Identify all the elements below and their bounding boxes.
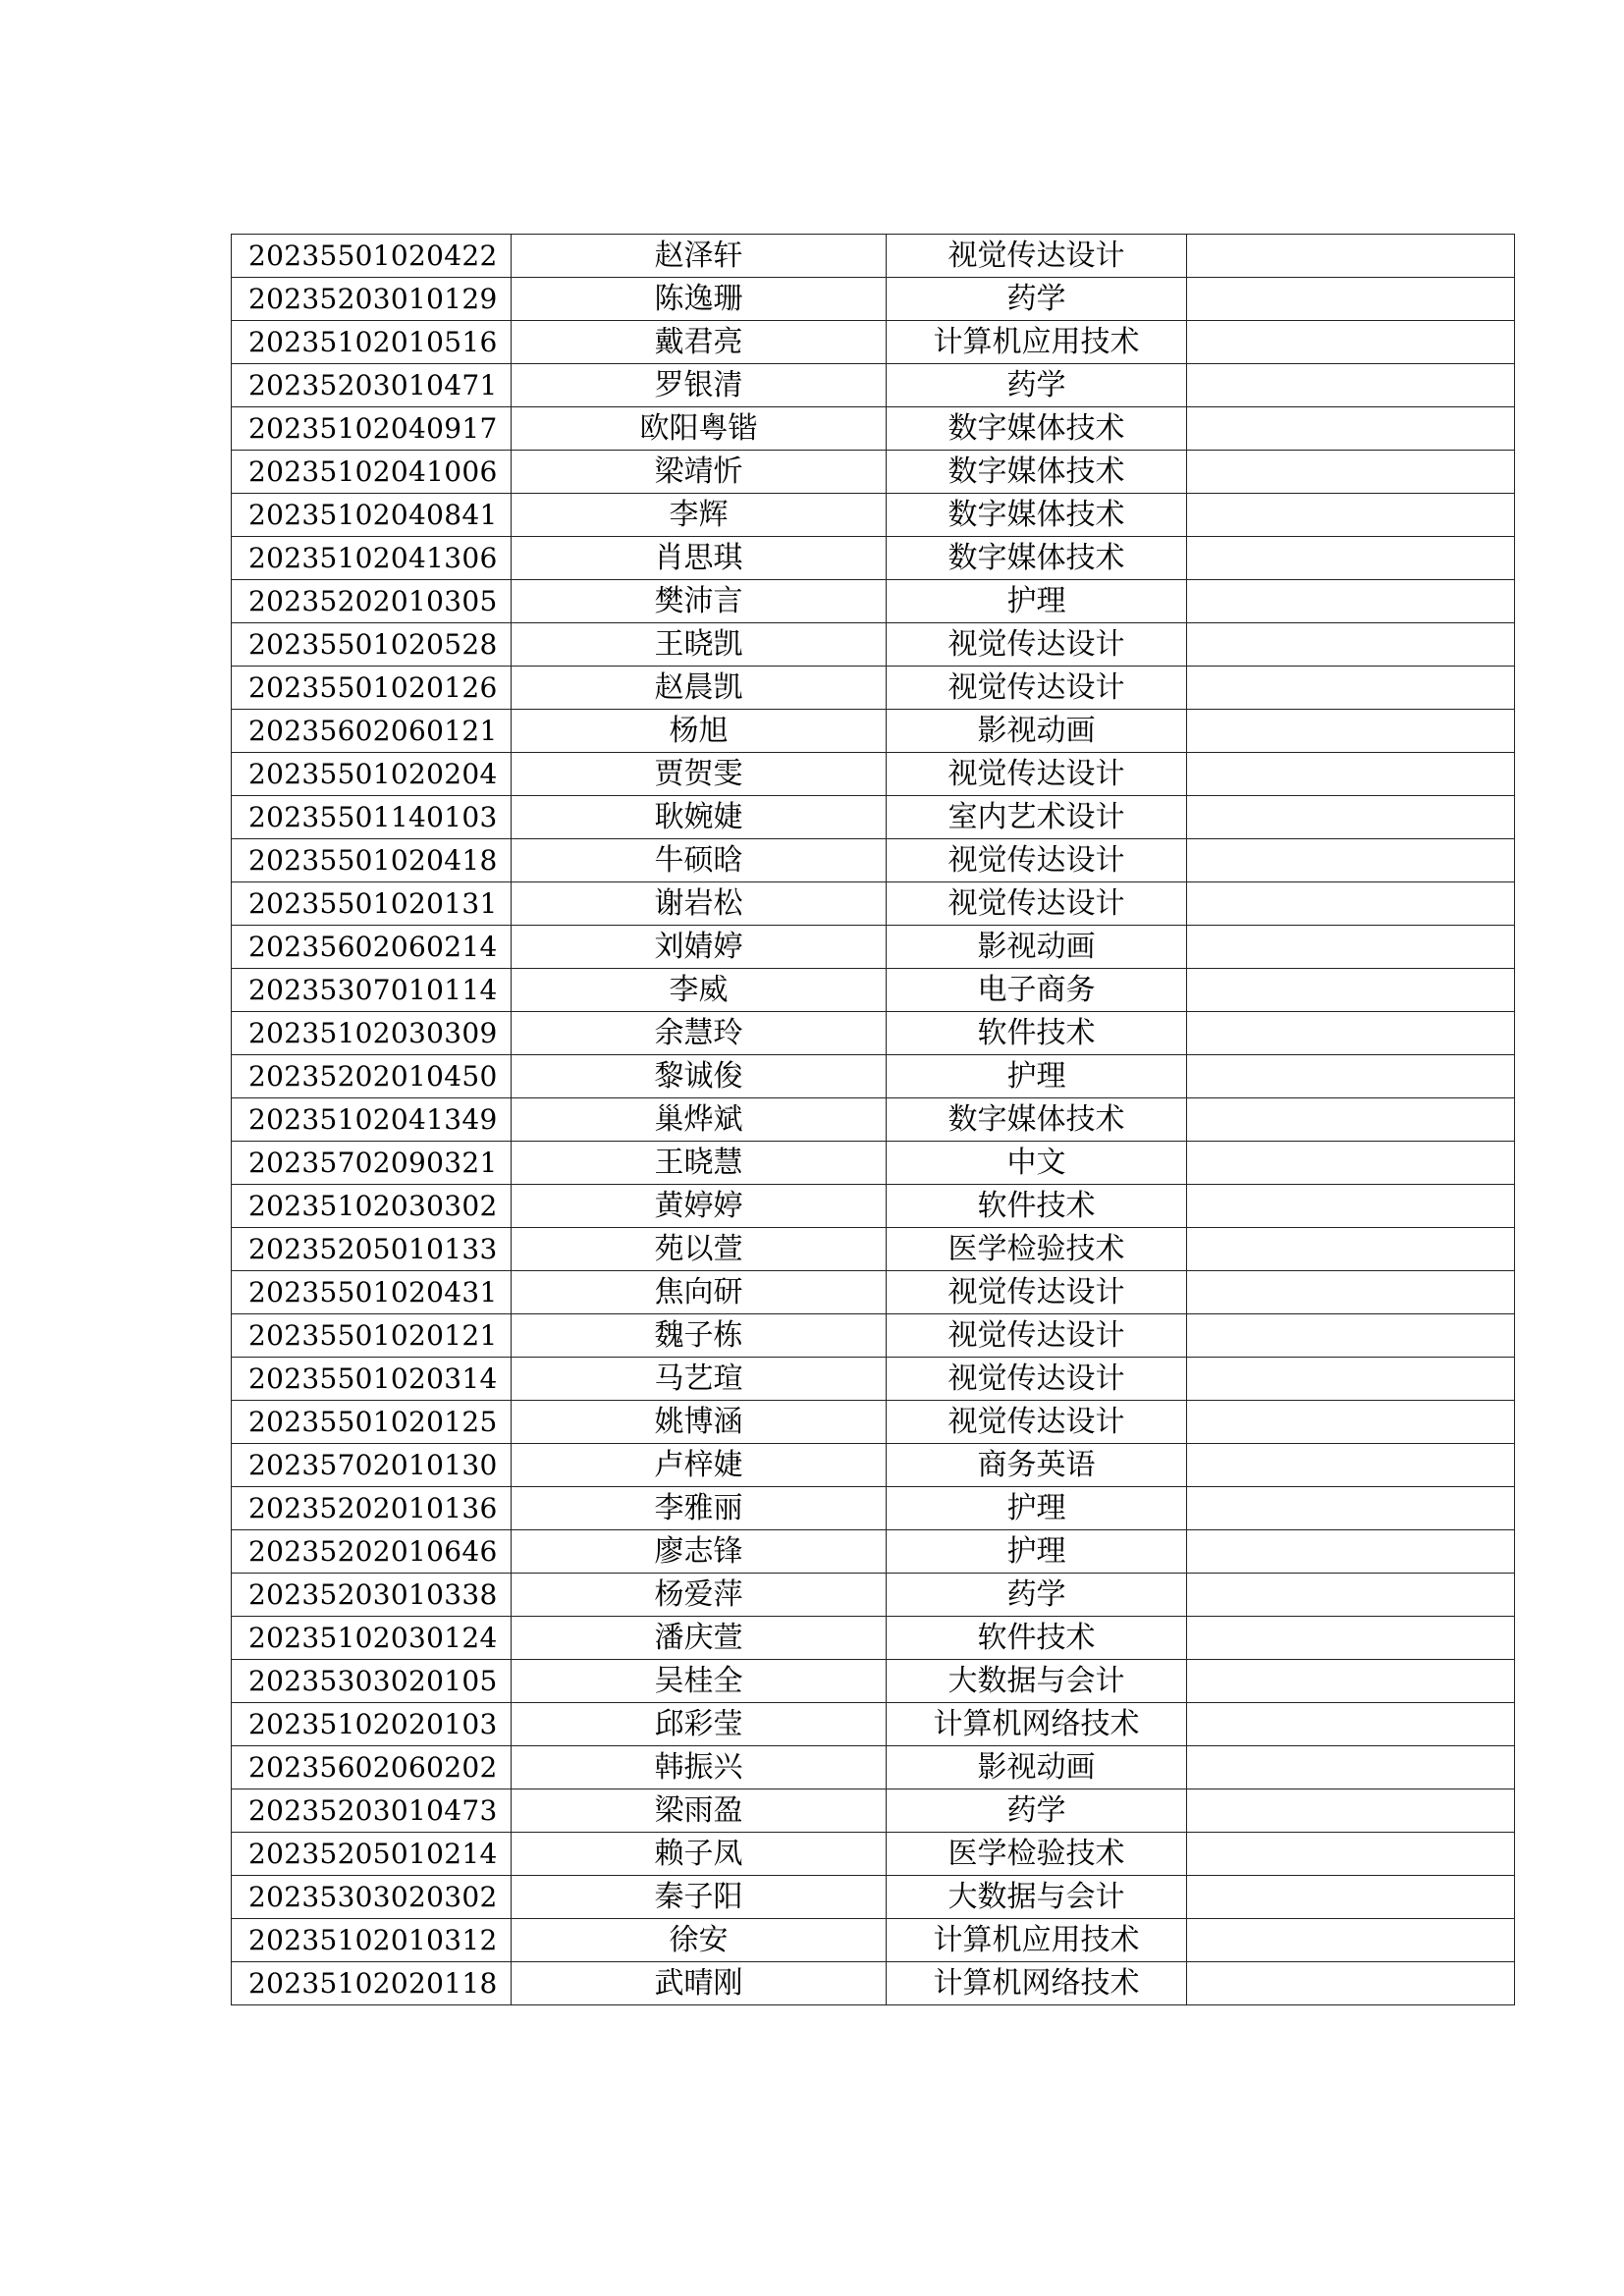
table-row xyxy=(232,1487,1515,1530)
note-cell xyxy=(1187,926,1515,969)
student-id-cell: 20235102030309 xyxy=(232,1012,512,1055)
major-cell: 药学 xyxy=(887,364,1187,407)
major-cell: 数字媒体技术 xyxy=(887,1098,1187,1142)
note-cell xyxy=(1187,839,1515,882)
note-cell xyxy=(1187,1271,1515,1314)
note-cell xyxy=(1187,796,1515,839)
major-cell: 电子商务 xyxy=(887,969,1187,1012)
note-cell xyxy=(1187,1876,1515,1919)
table-row xyxy=(232,537,1515,580)
major-cell: 视觉传达设计 xyxy=(887,1358,1187,1401)
student-name-cell: 梁靖忻 xyxy=(512,451,887,494)
note-cell xyxy=(1187,1574,1515,1617)
major-cell: 商务英语 xyxy=(887,1444,1187,1487)
major-cell: 护理 xyxy=(887,1487,1187,1530)
major-cell: 软件技术 xyxy=(887,1012,1187,1055)
student-name-cell: 武晴刚 xyxy=(512,1962,887,2005)
student-name-cell: 戴君亮 xyxy=(512,321,887,364)
student-id-cell: 20235202010136 xyxy=(232,1487,512,1530)
student-name-cell: 王晓凯 xyxy=(512,623,887,667)
student-id-cell: 20235501020126 xyxy=(232,667,512,710)
student-id-cell: 20235203010129 xyxy=(232,278,512,321)
student-id-cell: 20235102040917 xyxy=(232,407,512,451)
table-row xyxy=(232,451,1515,494)
student-name-cell: 焦向研 xyxy=(512,1271,887,1314)
table-row xyxy=(232,1919,1515,1962)
table-row xyxy=(232,1617,1515,1660)
note-cell xyxy=(1187,1185,1515,1228)
student-name-cell: 贾贺雯 xyxy=(512,753,887,796)
note-cell xyxy=(1187,580,1515,623)
note-cell xyxy=(1187,1142,1515,1185)
student-id-cell: 20235102041306 xyxy=(232,537,512,580)
table-row xyxy=(232,580,1515,623)
major-cell: 影视动画 xyxy=(887,710,1187,753)
major-cell: 计算机网络技术 xyxy=(887,1703,1187,1746)
table-row xyxy=(232,1314,1515,1358)
student-id-cell: 20235102041349 xyxy=(232,1098,512,1142)
table-row xyxy=(232,1833,1515,1876)
note-cell xyxy=(1187,1660,1515,1703)
note-cell xyxy=(1187,1444,1515,1487)
table-row xyxy=(232,623,1515,667)
table-row xyxy=(232,1142,1515,1185)
note-cell xyxy=(1187,1746,1515,1789)
student-name-cell: 巢烨斌 xyxy=(512,1098,887,1142)
table-row xyxy=(232,1444,1515,1487)
student-name-cell: 肖思琪 xyxy=(512,537,887,580)
student-id-cell: 20235307010114 xyxy=(232,969,512,1012)
table-row xyxy=(232,1358,1515,1401)
note-cell xyxy=(1187,1055,1515,1098)
student-id-cell: 20235102010312 xyxy=(232,1919,512,1962)
major-cell: 计算机应用技术 xyxy=(887,1919,1187,1962)
major-cell: 数字媒体技术 xyxy=(887,407,1187,451)
note-cell xyxy=(1187,710,1515,753)
major-cell: 室内艺术设计 xyxy=(887,796,1187,839)
student-name-cell: 赖子凤 xyxy=(512,1833,887,1876)
note-cell xyxy=(1187,1314,1515,1358)
major-cell: 数字媒体技术 xyxy=(887,537,1187,580)
table-row xyxy=(232,1746,1515,1789)
student-id-cell: 20235602060214 xyxy=(232,926,512,969)
major-cell: 计算机应用技术 xyxy=(887,321,1187,364)
student-id-cell: 20235202010450 xyxy=(232,1055,512,1098)
student-name-cell: 陈逸珊 xyxy=(512,278,887,321)
note-cell xyxy=(1187,451,1515,494)
student-name-cell: 刘婧婷 xyxy=(512,926,887,969)
major-cell: 视觉传达设计 xyxy=(887,623,1187,667)
major-cell: 视觉传达设计 xyxy=(887,1314,1187,1358)
student-name-cell: 王晓慧 xyxy=(512,1142,887,1185)
major-cell: 视觉传达设计 xyxy=(887,839,1187,882)
major-cell: 数字媒体技术 xyxy=(887,494,1187,537)
note-cell xyxy=(1187,623,1515,667)
student-list-table xyxy=(231,234,1515,2005)
table-body xyxy=(232,235,1515,2005)
table-row xyxy=(232,235,1515,278)
major-cell: 数字媒体技术 xyxy=(887,451,1187,494)
student-id-cell: 20235501020528 xyxy=(232,623,512,667)
student-id-cell: 20235205010133 xyxy=(232,1228,512,1271)
table-row xyxy=(232,882,1515,926)
student-id-cell: 20235203010473 xyxy=(232,1789,512,1833)
major-cell: 中文 xyxy=(887,1142,1187,1185)
major-cell: 医学检验技术 xyxy=(887,1228,1187,1271)
major-cell: 大数据与会计 xyxy=(887,1660,1187,1703)
table-row xyxy=(232,1703,1515,1746)
student-name-cell: 潘庆萱 xyxy=(512,1617,887,1660)
student-name-cell: 欧阳粤锴 xyxy=(512,407,887,451)
table-row xyxy=(232,321,1515,364)
student-name-cell: 杨旭 xyxy=(512,710,887,753)
major-cell: 视觉传达设计 xyxy=(887,1271,1187,1314)
note-cell xyxy=(1187,278,1515,321)
note-cell xyxy=(1187,364,1515,407)
table-row xyxy=(232,753,1515,796)
note-cell xyxy=(1187,494,1515,537)
student-name-cell: 苑以萱 xyxy=(512,1228,887,1271)
student-id-cell: 20235501020131 xyxy=(232,882,512,926)
student-id-cell: 20235102010516 xyxy=(232,321,512,364)
student-name-cell: 秦子阳 xyxy=(512,1876,887,1919)
major-cell: 视觉传达设计 xyxy=(887,667,1187,710)
student-name-cell: 杨爱萍 xyxy=(512,1574,887,1617)
major-cell: 视觉传达设计 xyxy=(887,753,1187,796)
table-row xyxy=(232,1660,1515,1703)
table-row xyxy=(232,1185,1515,1228)
note-cell xyxy=(1187,1789,1515,1833)
major-cell: 视觉传达设计 xyxy=(887,235,1187,278)
student-id-cell: 20235205010214 xyxy=(232,1833,512,1876)
major-cell: 护理 xyxy=(887,580,1187,623)
table-row xyxy=(232,1098,1515,1142)
student-id-cell: 20235102020103 xyxy=(232,1703,512,1746)
note-cell xyxy=(1187,1228,1515,1271)
major-cell: 影视动画 xyxy=(887,1746,1187,1789)
table-row xyxy=(232,1055,1515,1098)
note-cell xyxy=(1187,1703,1515,1746)
student-id-cell: 20235303020105 xyxy=(232,1660,512,1703)
major-cell: 软件技术 xyxy=(887,1185,1187,1228)
note-cell xyxy=(1187,1919,1515,1962)
note-cell xyxy=(1187,1358,1515,1401)
table-row xyxy=(232,969,1515,1012)
table-row xyxy=(232,1401,1515,1444)
student-name-cell: 邱彩莹 xyxy=(512,1703,887,1746)
student-id-cell: 20235702010130 xyxy=(232,1444,512,1487)
major-cell: 软件技术 xyxy=(887,1617,1187,1660)
student-id-cell: 20235102040841 xyxy=(232,494,512,537)
student-id-cell: 20235501140103 xyxy=(232,796,512,839)
student-id-cell: 20235501020204 xyxy=(232,753,512,796)
student-name-cell: 赵晨凯 xyxy=(512,667,887,710)
table-row xyxy=(232,1876,1515,1919)
student-id-cell: 20235203010338 xyxy=(232,1574,512,1617)
student-name-cell: 徐安 xyxy=(512,1919,887,1962)
student-name-cell: 罗银清 xyxy=(512,364,887,407)
note-cell xyxy=(1187,1962,1515,2005)
student-id-cell: 20235501020431 xyxy=(232,1271,512,1314)
table-row xyxy=(232,407,1515,451)
student-name-cell: 赵泽轩 xyxy=(512,235,887,278)
note-cell xyxy=(1187,1401,1515,1444)
student-id-cell: 20235102020118 xyxy=(232,1962,512,2005)
table-row xyxy=(232,796,1515,839)
student-id-cell: 20235202010646 xyxy=(232,1530,512,1574)
major-cell: 影视动画 xyxy=(887,926,1187,969)
note-cell xyxy=(1187,1530,1515,1574)
note-cell xyxy=(1187,1617,1515,1660)
major-cell: 护理 xyxy=(887,1055,1187,1098)
major-cell: 药学 xyxy=(887,1789,1187,1833)
student-name-cell: 黎诚俊 xyxy=(512,1055,887,1098)
table-row xyxy=(232,278,1515,321)
student-id-cell: 20235602060121 xyxy=(232,710,512,753)
student-id-cell: 20235501020418 xyxy=(232,839,512,882)
student-id-cell: 20235102030302 xyxy=(232,1185,512,1228)
major-cell: 计算机网络技术 xyxy=(887,1962,1187,2005)
student-id-cell: 20235501020121 xyxy=(232,1314,512,1358)
student-name-cell: 樊沛言 xyxy=(512,580,887,623)
student-id-cell: 20235702090321 xyxy=(232,1142,512,1185)
student-name-cell: 牛硕晗 xyxy=(512,839,887,882)
major-cell: 医学检验技术 xyxy=(887,1833,1187,1876)
student-name-cell: 谢岩松 xyxy=(512,882,887,926)
note-cell xyxy=(1187,753,1515,796)
note-cell xyxy=(1187,1487,1515,1530)
table-row xyxy=(232,1271,1515,1314)
student-id-cell: 20235203010471 xyxy=(232,364,512,407)
note-cell xyxy=(1187,969,1515,1012)
note-cell xyxy=(1187,667,1515,710)
table-row xyxy=(232,364,1515,407)
student-name-cell: 马艺瑄 xyxy=(512,1358,887,1401)
major-cell: 药学 xyxy=(887,1574,1187,1617)
student-name-cell: 耿婉婕 xyxy=(512,796,887,839)
table-row xyxy=(232,1789,1515,1833)
student-id-cell: 20235303020302 xyxy=(232,1876,512,1919)
major-cell: 药学 xyxy=(887,278,1187,321)
student-name-cell: 余慧玲 xyxy=(512,1012,887,1055)
student-id-cell: 20235602060202 xyxy=(232,1746,512,1789)
student-id-cell: 20235202010305 xyxy=(232,580,512,623)
major-cell: 视觉传达设计 xyxy=(887,1401,1187,1444)
note-cell xyxy=(1187,1098,1515,1142)
student-id-cell: 20235501020422 xyxy=(232,235,512,278)
note-cell xyxy=(1187,882,1515,926)
table-row xyxy=(232,494,1515,537)
major-cell: 大数据与会计 xyxy=(887,1876,1187,1919)
student-name-cell: 魏子栋 xyxy=(512,1314,887,1358)
note-cell xyxy=(1187,321,1515,364)
note-cell xyxy=(1187,407,1515,451)
student-id-cell: 20235501020314 xyxy=(232,1358,512,1401)
major-cell: 视觉传达设计 xyxy=(887,882,1187,926)
student-name-cell: 李辉 xyxy=(512,494,887,537)
note-cell xyxy=(1187,1833,1515,1876)
student-name-cell: 姚博涵 xyxy=(512,1401,887,1444)
table-row xyxy=(232,1962,1515,2005)
student-id-cell: 20235102041006 xyxy=(232,451,512,494)
student-name-cell: 黄婷婷 xyxy=(512,1185,887,1228)
table-row xyxy=(232,667,1515,710)
student-name-cell: 梁雨盈 xyxy=(512,1789,887,1833)
student-name-cell: 韩振兴 xyxy=(512,1746,887,1789)
table-row xyxy=(232,1012,1515,1055)
student-id-cell: 20235501020125 xyxy=(232,1401,512,1444)
note-cell xyxy=(1187,1012,1515,1055)
note-cell xyxy=(1187,537,1515,580)
table-row xyxy=(232,839,1515,882)
table-row xyxy=(232,926,1515,969)
table-row xyxy=(232,1228,1515,1271)
student-name-cell: 吴桂全 xyxy=(512,1660,887,1703)
major-cell: 护理 xyxy=(887,1530,1187,1574)
student-name-cell: 卢梓婕 xyxy=(512,1444,887,1487)
student-id-cell: 20235102030124 xyxy=(232,1617,512,1660)
student-name-cell: 廖志锋 xyxy=(512,1530,887,1574)
student-name-cell: 李雅丽 xyxy=(512,1487,887,1530)
table-row xyxy=(232,1574,1515,1617)
student-name-cell: 李威 xyxy=(512,969,887,1012)
note-cell xyxy=(1187,235,1515,278)
table-row xyxy=(232,1530,1515,1574)
table-row xyxy=(232,710,1515,753)
